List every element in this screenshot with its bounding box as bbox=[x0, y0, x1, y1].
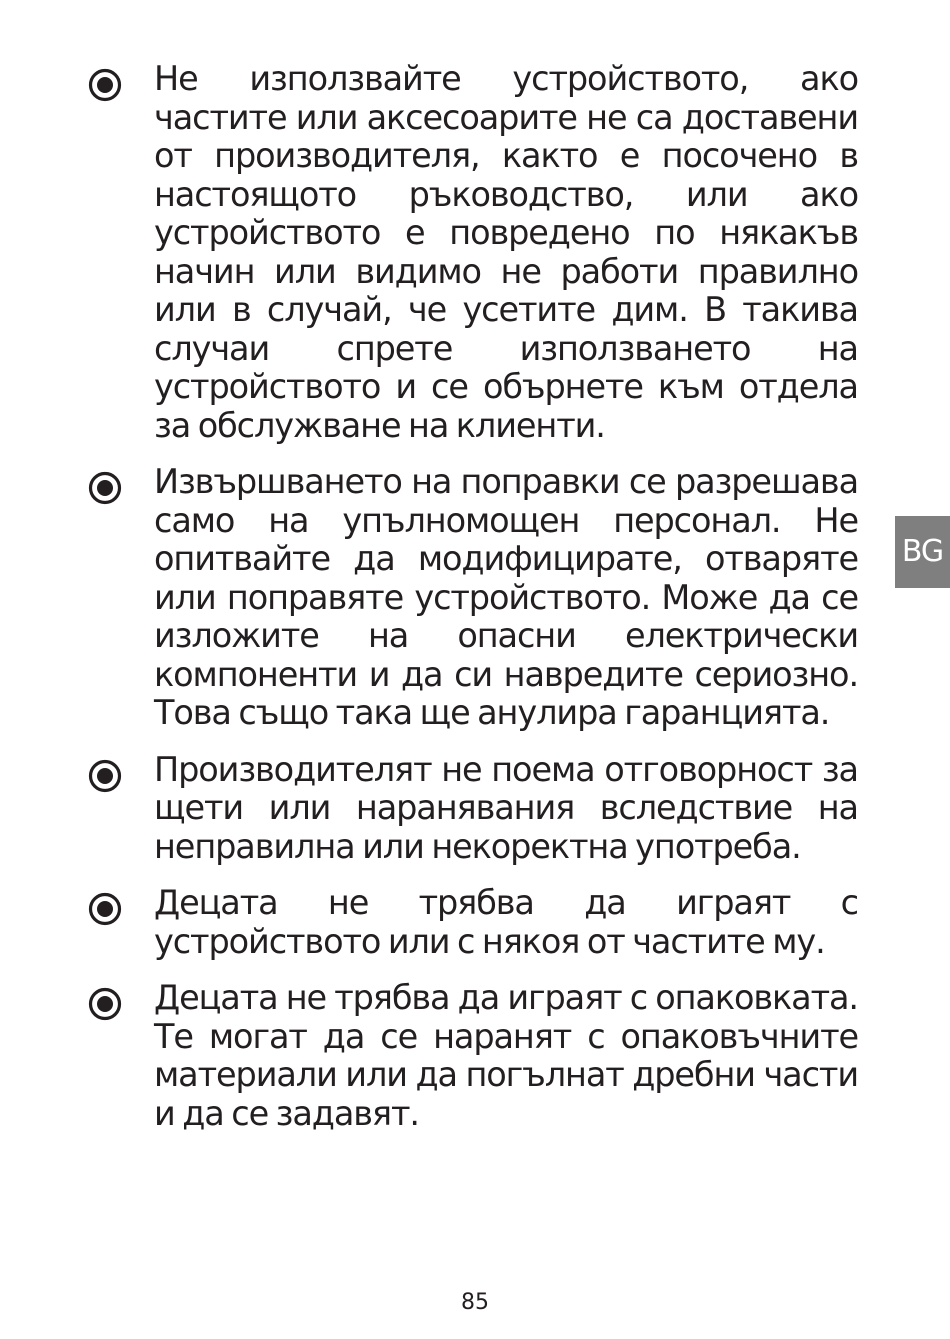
page-number: 85 bbox=[461, 1290, 489, 1315]
list-item bbox=[88, 979, 858, 1133]
safety-list bbox=[88, 60, 858, 1151]
list-item bbox=[88, 463, 858, 733]
bullet-circle-icon bbox=[88, 463, 154, 505]
bullet-circle-icon bbox=[88, 979, 154, 1021]
list-item-text: Не използвайте устройството, ако частите или аксесоарите не са доставени от производителя, както е посочено в настоящото ръководство, или ако устройството е повредено по някакъв начин или видимо не работи правилно или в случай, че усетите дим. В такива случаи спрете използването на устройството и се обърнете към отдела за обслужване на клиенти. bbox=[154, 59, 858, 445]
bullet-circle-icon bbox=[88, 884, 154, 926]
bullet-circle-icon bbox=[88, 60, 154, 102]
list-item bbox=[88, 751, 858, 867]
bullet-circle-icon bbox=[88, 751, 154, 793]
language-tab: BG bbox=[895, 516, 950, 588]
list-item bbox=[88, 60, 858, 445]
list-item-text: Извършването на поправки се разрешава само на упълномощен персонал. Не опитвайте да модифицирате, отваряте или поправяте устройството. Може да се изложите на опасни електрически компоненти и да си навредите сериозно. Това също така ще анулира гаранцията. bbox=[154, 462, 858, 732]
list-item-text: Децата не трябва да играят с устройството или с някоя от частите му. bbox=[154, 883, 858, 961]
list-item-text: Децата не трябва да играят с опаковката. Те могат да се наранят с опаковъчните материали или да погълнат дребни части и да се задавят. bbox=[154, 978, 858, 1133]
list-item-text: Производителят не поема отговорност за щети или наранявания вследствие на неправилна или некоректна употреба. bbox=[154, 749, 858, 866]
list-item bbox=[88, 884, 858, 961]
